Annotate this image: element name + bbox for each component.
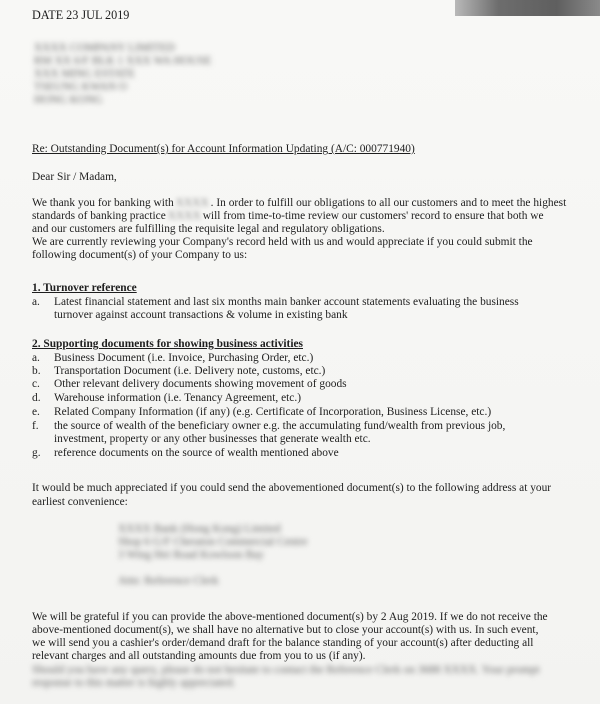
- list-item-text: Related Company Information (if any) (e.g. Certificate of Incorporation, Business License, etc.): [54, 406, 492, 418]
- recipient-line: XXX MING ESTATE: [34, 68, 135, 80]
- return-address-line: XXXX Bank (Hong Kong) Limited: [118, 523, 281, 535]
- list-item-text: Other relevant delivery documents showing movement of goods: [54, 378, 347, 390]
- list-item-text: investment, property or any other businesses that generate wealth etc.: [54, 433, 371, 445]
- redacted-bank-name: XXXX: [167, 210, 201, 222]
- list-item-text: the source of wealth of the beneficiary owner e.g. the accumulating fund/wealth from previous job,: [54, 420, 506, 432]
- scan-shadow: [455, 0, 600, 16]
- paragraph-line: It would be much appreciated if you could send the abovementioned document(s) to the following address at your: [32, 482, 552, 494]
- intro-line: following document(s) of your Company to us:: [32, 249, 248, 261]
- return-address-line: Shop 6 G/F Cheraton Commercial Centre: [118, 536, 308, 548]
- return-address-line: Attn: Reference Clerk: [118, 575, 219, 587]
- section-heading: 1. Turnover reference: [32, 282, 137, 294]
- letter-subject: Re: Outstanding Document(s) for Account Information Updating (A/C: 000771940): [32, 143, 415, 155]
- recipient-line: TSEUNG KWAN O: [34, 81, 128, 93]
- intro-line: and our customers are fulfilling the requisite legal and regulatory obligations.: [32, 223, 385, 235]
- list-marker: g.: [32, 447, 41, 459]
- recipient-line: HONG KONG: [34, 94, 103, 106]
- intro-text: We thank you for banking with: [32, 197, 174, 209]
- list-marker: e.: [32, 406, 40, 418]
- recipient-line: RM XX 6/F BLK 1 XXX WA HOUSE: [34, 55, 212, 67]
- paragraph-line: relevant charges and all outstanding amounts due from you to us (if any).: [32, 650, 366, 662]
- list-marker: a.: [32, 352, 40, 364]
- list-item-text: turnover against account transactions & volume in existing bank: [54, 309, 348, 321]
- list-marker: f.: [32, 420, 39, 432]
- paragraph-line: above-mentioned document(s), we shall have no alternative but to close your account(s) with us. In such event,: [32, 624, 539, 636]
- list-item-text: reference documents on the source of wealth mentioned above: [54, 447, 339, 459]
- list-marker: d.: [32, 392, 41, 404]
- return-address-line: 3 Wing Hei Road Kowloon Bay: [118, 549, 264, 561]
- intro-line: [32, 197, 566, 210]
- paragraph-line: we will send you a cashier's order/demand draft for the balance standing of your account(s) after deducting all: [32, 637, 534, 649]
- list-marker: a.: [32, 296, 40, 308]
- redacted-line: Should you have any query, please do not hesitate to contact the Reference Clerk on 3688 XXXX. Your prompt: [32, 664, 540, 676]
- list-marker: b.: [32, 365, 41, 377]
- list-marker: c.: [32, 378, 40, 390]
- redacted-line: response to this matter is highly appreciated.: [32, 677, 236, 689]
- intro-line: [32, 210, 544, 223]
- intro-text: will from time-to-time review our customers' record to ensure that both we: [202, 210, 544, 222]
- section-heading: 2. Supporting documents for showing business activities: [32, 338, 303, 350]
- intro-text: . In order to fulfill our obligations to all our customers and to meet the highest: [210, 197, 567, 209]
- letter-date: DATE 23 JUL 2019: [32, 8, 130, 22]
- list-item-text: Transportation Document (i.e. Delivery note, customs, etc.): [54, 365, 326, 377]
- list-item-text: Warehouse information (i.e. Tenancy Agreement, etc.): [54, 392, 301, 404]
- salutation: Dear Sir / Madam,: [32, 171, 117, 183]
- list-item-text: Business Document (i.e. Invoice, Purchasing Order, etc.): [54, 352, 314, 364]
- recipient-line: XXXX COMPANY LIMITED: [34, 42, 175, 54]
- paragraph-line: We will be grateful if you can provide the above-mentioned document(s) by 2 Aug 2019. If we do not receive the: [32, 611, 548, 623]
- redacted-bank-name: XXXX: [175, 197, 209, 209]
- list-item-text: Latest financial statement and last six months main banker account statements evaluating the business: [54, 296, 519, 308]
- intro-line: We are currently reviewing your Company's record held with us and would appreciate if you could submit the: [32, 236, 533, 248]
- intro-text: standards of banking practice: [32, 210, 166, 222]
- paragraph-line: earliest convenience:: [32, 496, 128, 508]
